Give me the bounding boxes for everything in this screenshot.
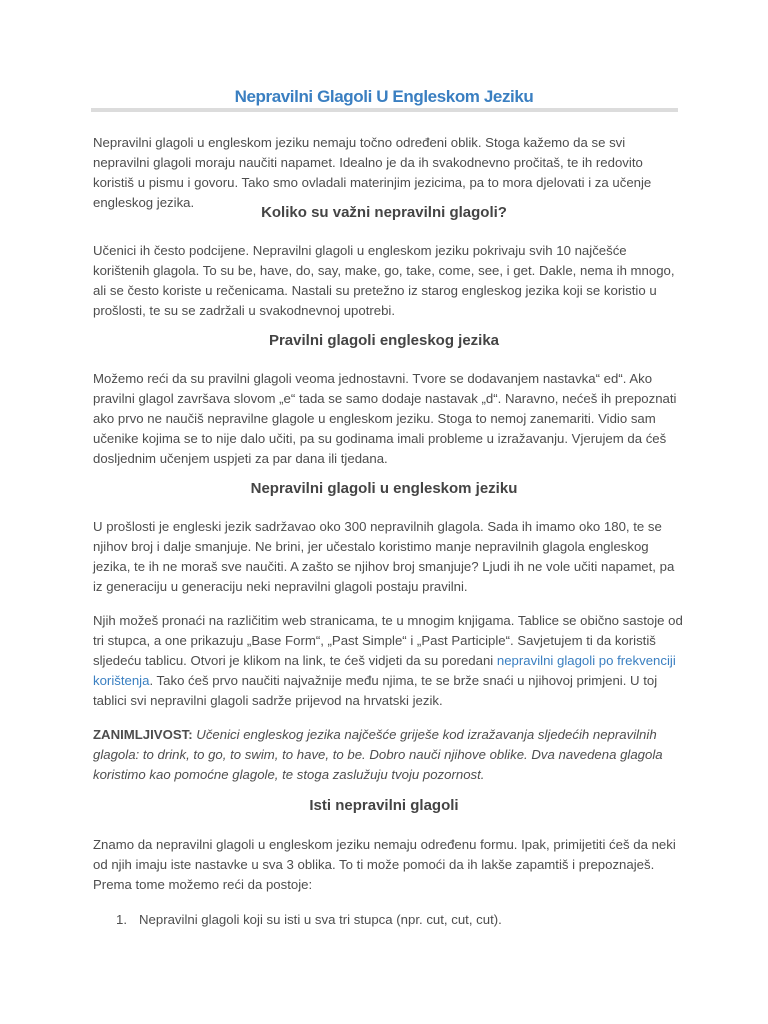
tables-text-after: . Tako ćeš prvo naučiti najvažnije među njima, te se brže snaći u njihovoj primjeni. U toj tablici svi nepravilni glagoli sadrže prijevod na hrvatski jezik. — [93, 673, 658, 708]
section-heading-regular-verbs: Pravilni glagoli engleskog jezika — [268, 332, 500, 349]
fun-fact-label: ZANIMLJIVOST: — [93, 727, 193, 742]
frequency-table-link[interactable]: nepravilni glagoli po frekvenciji korištenja — [93, 653, 676, 688]
fun-fact-paragraph — [93, 725, 683, 785]
importance-paragraph: Učenici ih često podcijene. Nepravilni glagoli u engleskom jeziku pokrivaju svih 10 najčešće korištenih glagola. To su be, have, do, say, make, go, take, come, see, i get. Dakle, nema ih mnogo, ali se često koriste u rečenicama. Nastali su pretežno iz starog engleskog jezika koji se koristio u prošlosti, te su se zadržali u svakodnevnoj upotrebi. — [93, 243, 675, 318]
same-verbs-paragraph: Znamo da nepravilni glagoli u engleskom jeziku nemaju određenu formu. Ipak, primijetiti ćeš da neki od njih imaju iste nastavke u sva 3 oblika. To ti može pomoći da ih lakše zapamtiš i prepoznaješ. Prema tome možemo reći da postoje: — [93, 837, 676, 892]
section-heading-same-verbs: Isti nepravilni glagoli — [309, 797, 459, 814]
section-heading-irregular-verbs: Nepravilni glagoli u engleskom jeziku — [250, 480, 518, 497]
fun-fact-text: Učenici engleskog jezika najčešće griješe kod izražavanja sljedećih nepravilnih glagola: to drink, to go, to swim, to have, to be. Dobro nauči njihove oblike. Dva navedena glagola koristimo kao pomoćne glagole, te stoga zaslužuju tvoju pozornost. — [93, 727, 663, 782]
list-item-number: 1. — [116, 912, 127, 927]
intro-paragraph: Nepravilni glagoli u engleskom jeziku nemaju točno određeni oblik. Stoga kažemo da se svi nepravilni glagoli moraju naučiti napamet. Idealno je da ih svakodnevno pročitaš, te ih redovito koristiš u pismu i govoru. Tako smo ovladali materinjim jezicima, pa to mora djelovati i za učenje engleskog jezika. — [93, 135, 652, 210]
tables-text-before: Njih možeš pronaći na različitim web stranicama, te u mnogim knjigama. Tablice se obično sastoje od tri stupca, a one prikazuju „Base Form“, „Past Simple“ i „Past Participle“. Savjetujem ti da koristiš sljedeću tablicu. Otvori je klikom na link, te ćeš vidjeti da su poredani — [93, 613, 683, 668]
irregular-tables-paragraph — [93, 611, 683, 711]
list-item-text: Nepravilni glagoli koji su isti u sva tri stupca (npr. cut, cut, cut). — [139, 912, 502, 927]
section-heading-importance: Koliko su važni nepravilni glagoli? — [261, 204, 507, 221]
title-divider — [91, 108, 678, 112]
regular-verbs-paragraph: Možemo reći da su pravilni glagoli veoma jednostavni. Tvore se dodavanjem nastavka“ ed“. Ako pravilni glagol završava slovom „e“ tada se samo dodaje nastavak „d“. Naravno, nećeš ih prepoznati ako prvo ne naučiš nepravilne glagole u engleskom jeziku. Stoga to nemoj zanemariti. Vidio sam učenike kojima se to nije dalo učiti, pa su godinama imali probleme u izražavanju. Vjerujem da ćeš dosljednim učenjem uspjeti za par dana ili tjedana. — [93, 371, 677, 466]
irregular-history-paragraph: U prošlosti je engleski jezik sadržavao oko 300 nepravilnih glagola. Sada ih imamo oko 180, te se njihov broj i dalje smanjuje. Ne brini, jer učestalo koristimo manje nepravilnih glagola engleskog jezika, te ih ne moraš sve naučiti. A zašto se njihov broj smanjuje? Ljudi ih ne vole učiti napamet, pa iz generaciju u generaciju neki nepravilni glagoli postaju pravilni. — [93, 519, 675, 594]
list-item — [116, 910, 676, 930]
page-title: Nepravilni Glagoli U Engleskom Jeziku — [234, 87, 534, 106]
